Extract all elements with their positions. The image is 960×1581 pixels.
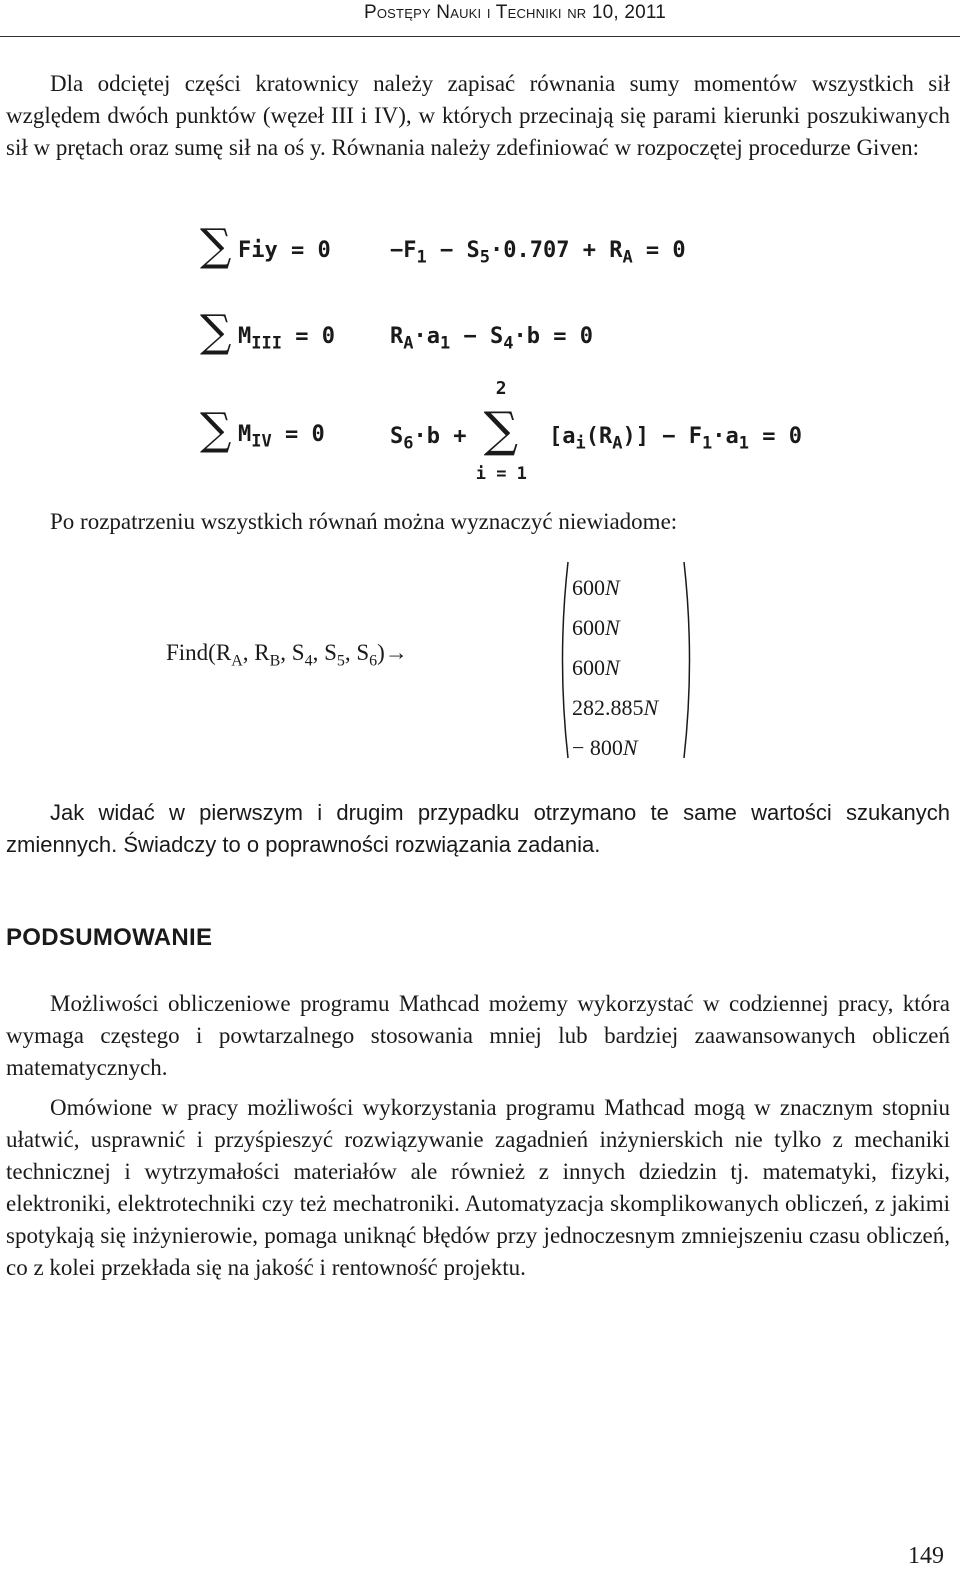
equation-lhs: $M_{III} = 0$ (238, 324, 335, 354)
equation-rhs: $R_A\cdot a_1 - S_4\cdot b = 0$ (390, 324, 593, 354)
equation-rhs: $S_6\cdot b$ + 2 ∑ i = 1 $[a_i(R_A)] - F_1\cdot a_1 = 0$ (390, 378, 802, 484)
sigma-symbol: ∑ (200, 404, 232, 455)
paragraph-intro: Dla odciętej części kratownicy należy zapisać równania sumy momentów wszystkich sił względem dwóch punktów (węzeł III i IV), w których przecinają się parami kierunki poszukiwanych sił w prętach oraz sumę sił na oś y. Równania należy zdefiniować w rozpoczętej procedurze Given: (6, 71, 950, 160)
mathcad-equations (200, 220, 802, 488)
paragraph-verification: Jak widać w pierwszym i drugim przypadku otrzymano te same wartości szukanych zmiennych. Świadczy to o poprawności rozwiązania zadania. (6, 800, 950, 857)
vector-entry: 600N (572, 655, 620, 680)
summation-operator: 2 ∑ i = 1 (475, 378, 527, 484)
vector-entry: 600N (572, 615, 620, 640)
vector-entries (572, 568, 658, 768)
equation-lhs: $M_{IV} = 0$ (238, 422, 325, 452)
paragraph-summary-2: Omówione w pracy możliwości wykorzystania programu Mathcad mogą w znacznym stopniu ułatwić, usprawnić i przyśpieszyć rozwiązywanie zagadnień inżynierskich nie tylko z mechaniki technicznej i wytrzymałości materiałów ale również z innych dziedzin tj. matematyki, fizyki, elektroniki, elektrotechniki czy też mechatroniki. Automatyzacja skomplikowanych obliczeń, z jakimi spotykają się inżynierowie, pomaga uniknąć błędów przy jednoczesnym zmniejszeniu czasu obliczeń, co z kolei przekłada się na jakość i rentowność projektu. (6, 1095, 950, 1280)
equation-rhs: $-F_1 - S_5\cdot 0.707 + R_A = 0$ (390, 238, 686, 268)
sigma-symbol: ∑ (200, 306, 232, 357)
right-parenthesis (682, 560, 696, 760)
running-header (0, 0, 960, 37)
paragraph-summary-1: Możliwości obliczeniowe programu Mathcad możemy wykorzystać w codziennej pracy, która wymaga częstego i powtarzalnego stosowania mniej lub bardziej zaawansowanych obliczeń matematycznych. (6, 991, 950, 1080)
vector-entry: 600N (572, 575, 620, 600)
page-number: 149 (908, 1543, 944, 1569)
vector-entry: − 800N (572, 735, 638, 760)
paragraph-unknowns: Po rozpatrzeniu wszystkich równań można wyznaczyć niewiadome: (50, 509, 678, 534)
running-title: Postępy Nauki i Techniki nr 10, 2011 (364, 2, 666, 23)
find-expression: $Find(R_A$, $R_B$, $S_4$, $S_5$, $S_6)\to$ (166, 640, 408, 670)
result-vector (556, 560, 696, 760)
left-parenthesis (556, 560, 570, 760)
sigma-symbol: ∑ (200, 220, 232, 271)
equation-lhs: Fiy = 0 (238, 238, 331, 263)
vector-entry: 282.885N (572, 695, 659, 720)
section-heading: PODSUMOWANIE (6, 924, 213, 951)
